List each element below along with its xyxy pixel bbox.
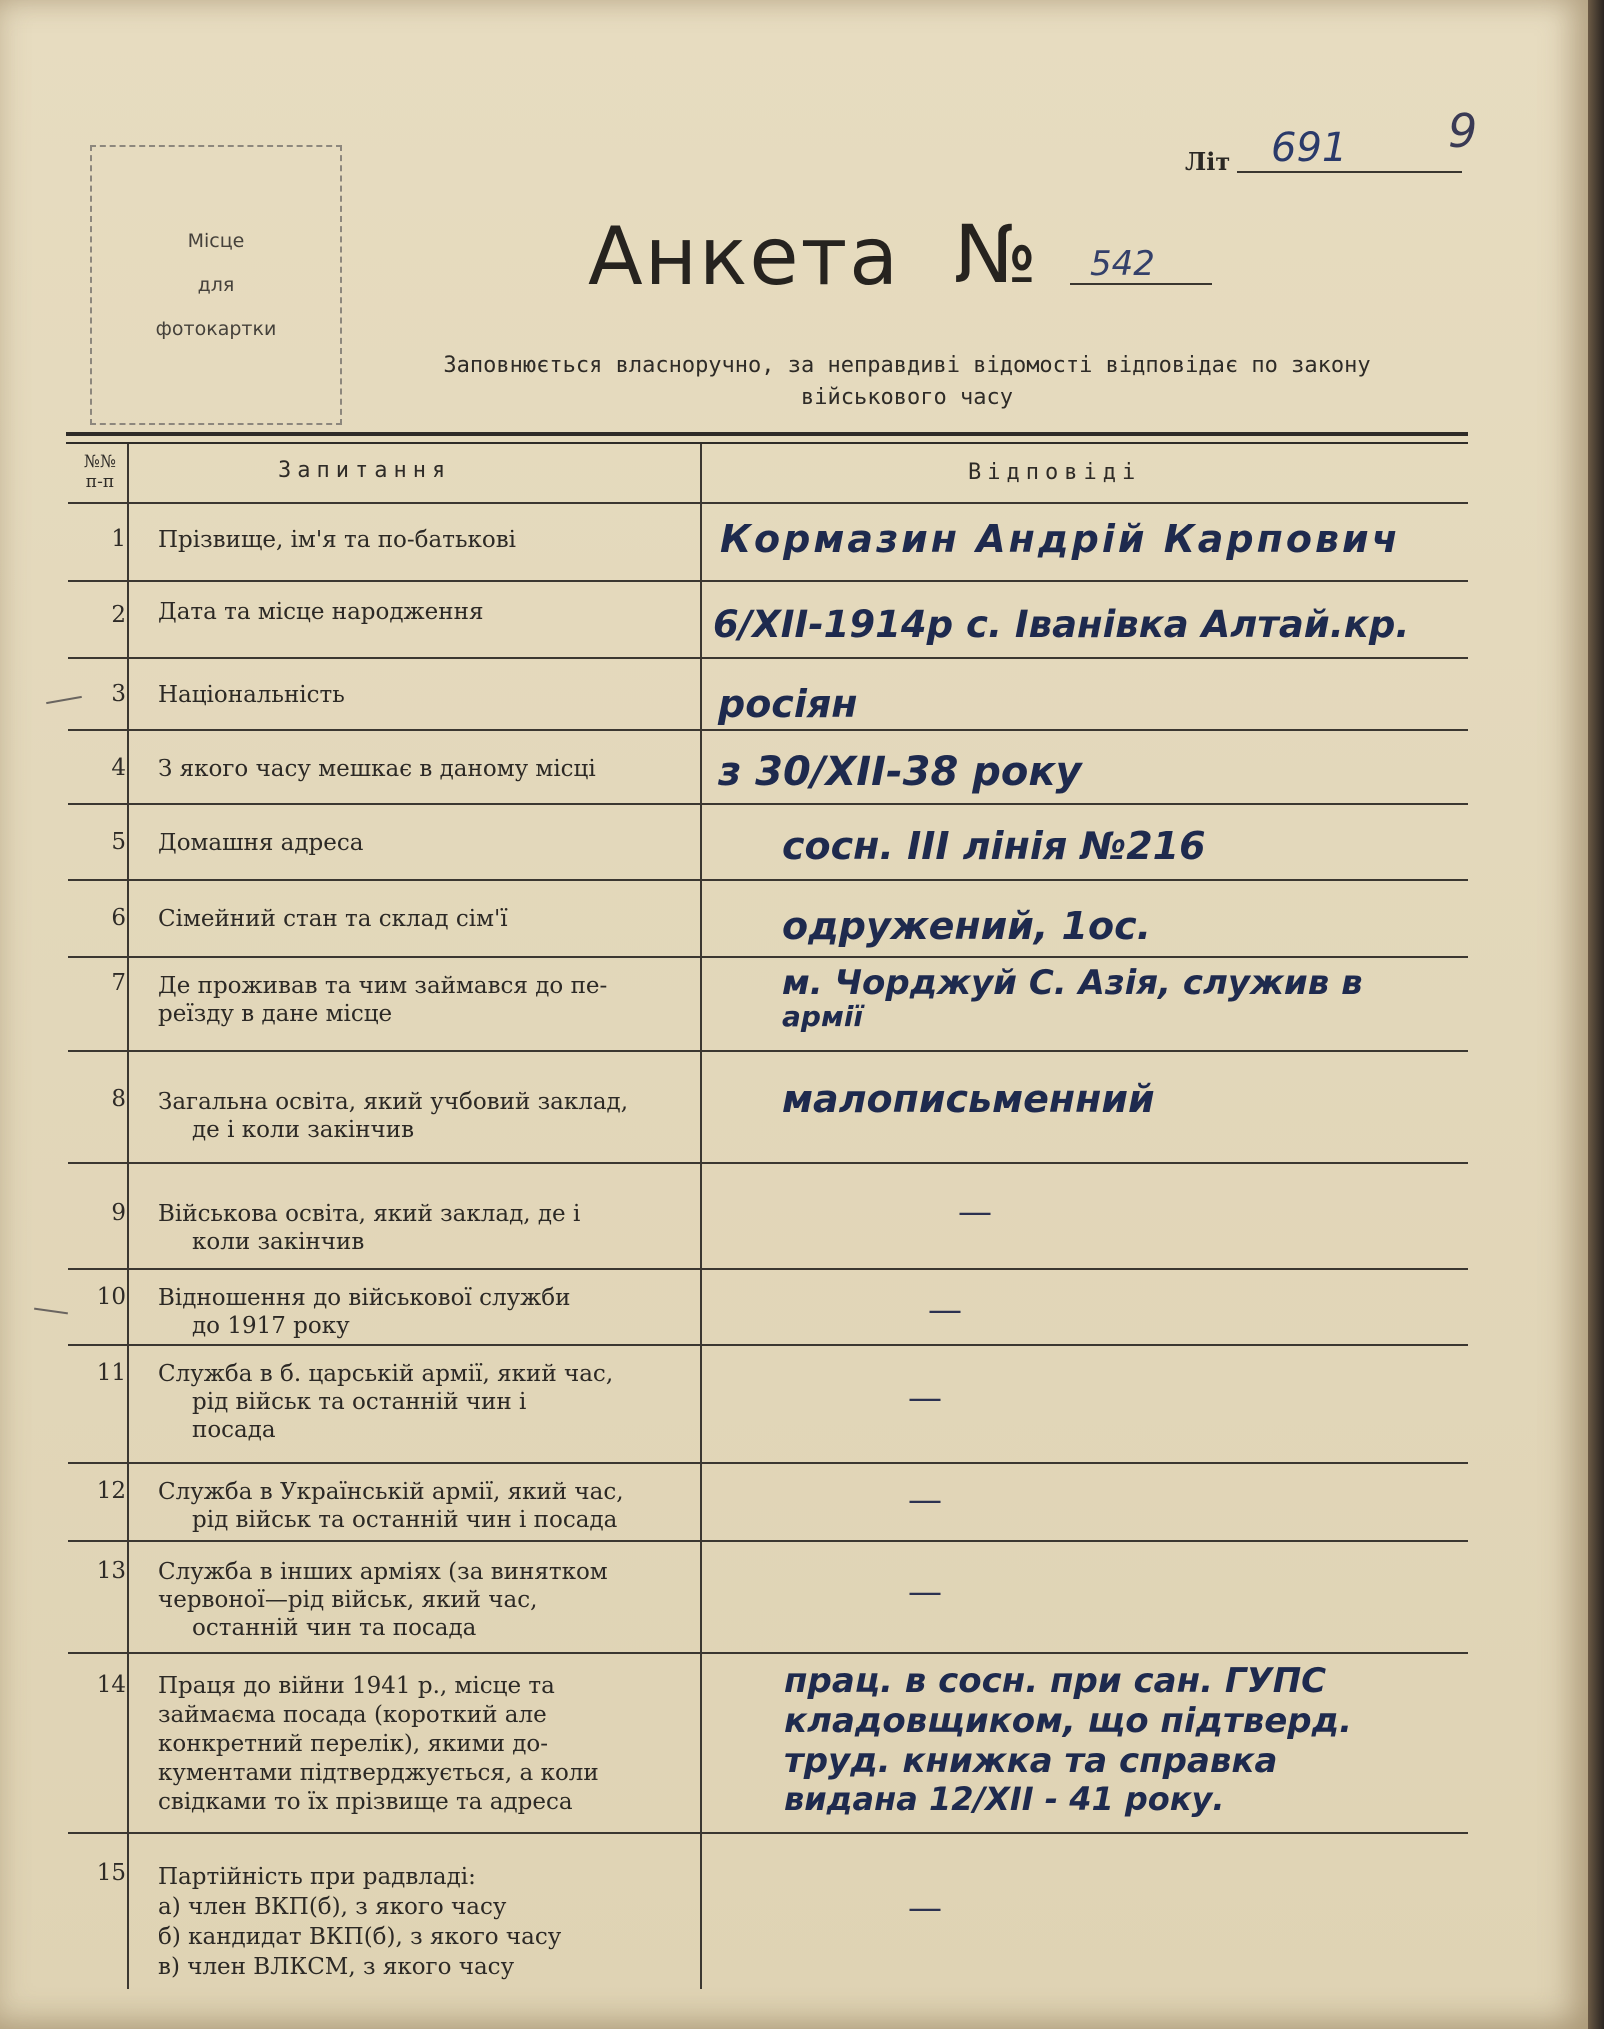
- row-question-line: де і коли закінчив: [192, 1117, 415, 1143]
- row-question-line: в) член ВЛКСМ, з якого часу: [158, 1954, 515, 1980]
- instructions-line-2: військового часу: [801, 385, 1013, 410]
- row-question-line: конкретний перелік), якими до-: [158, 1731, 549, 1757]
- row-question: З якого часу мешкає в даному місці: [158, 756, 596, 782]
- row-question-line: коли закінчив: [192, 1229, 365, 1255]
- row-question: Сімейний стан та склад сім'ї: [158, 906, 508, 932]
- row-question-line: Служба в інших арміях (за винятком: [158, 1559, 608, 1585]
- row-number: 15: [96, 1860, 126, 1886]
- row-question-line: рід військ та останній чин і: [192, 1389, 527, 1415]
- photo-label-2: для: [197, 274, 235, 296]
- row-question-line: посада: [192, 1417, 276, 1443]
- lit-field: [1185, 125, 1465, 185]
- table-row: [68, 881, 1468, 958]
- row-question-line: Партійність при радвладі:: [158, 1864, 476, 1890]
- row-question-line: Праця до війни 1941 р., місце та: [158, 1673, 555, 1699]
- row-answer-dash: —: [928, 1290, 962, 1330]
- row-question: [158, 1478, 748, 1534]
- row-number: 1: [111, 526, 126, 552]
- row-question-line: Де проживав та чим займався до пе-: [158, 973, 608, 999]
- row-answer-line: м. Чорджуй С. Азія, служив в: [782, 963, 1363, 1003]
- row-question-line: а) член ВКП(б), з якого часу: [158, 1894, 507, 1920]
- number-sign: №: [954, 208, 1038, 301]
- row-question-line: кументами підтверджується, а коли: [158, 1760, 599, 1786]
- table-row: [68, 958, 1468, 1052]
- row-number: 5: [111, 829, 126, 855]
- form-instructions: [372, 350, 1442, 414]
- row-question: [158, 1088, 748, 1144]
- row-question: [158, 1672, 748, 1817]
- table-row: [68, 1464, 1468, 1542]
- row-question: Дата та місце народження: [158, 599, 484, 625]
- row-answer: росіян: [718, 682, 858, 726]
- row-number: 8: [111, 1086, 126, 1112]
- pencil-tick-mark: [34, 1308, 68, 1315]
- table-row: [68, 1270, 1468, 1346]
- row-question-line: б) кандидат ВКП(б), з якого часу: [158, 1924, 562, 1950]
- row-answer-line: армії: [782, 1000, 864, 1033]
- row-question-line: реїзду в дане місце: [158, 1001, 393, 1027]
- lit-underline: [1237, 171, 1462, 173]
- instructions-line-1: Заповнюється власноручно, за неправдиві відомості відповідає по закону: [443, 353, 1371, 378]
- row-answer: сосн. III лінія №216: [782, 824, 1206, 868]
- table-top-rule: [66, 432, 1468, 436]
- row-question: [158, 1558, 748, 1642]
- lit-value: 691: [1271, 125, 1348, 171]
- row-question-line: Загальна освіта, який учбовий заклад,: [158, 1089, 629, 1115]
- row-answer-dash: —: [908, 1572, 942, 1612]
- row-question: Домашня адреса: [158, 830, 364, 856]
- header-number-line-1: №№: [83, 452, 117, 472]
- corner-page-number: 9: [1448, 104, 1478, 158]
- row-answer-line: кладовщиком, що підтверд.: [784, 1701, 1353, 1741]
- row-question: [158, 1360, 748, 1444]
- page-edge-shadow: [1588, 0, 1604, 2029]
- header-number: [74, 452, 126, 492]
- row-question: [158, 1284, 748, 1340]
- row-question: [158, 1200, 748, 1256]
- row-number: 11: [96, 1360, 126, 1386]
- row-number: 10: [96, 1284, 126, 1310]
- header-answer: Відповіді: [968, 460, 1142, 485]
- table-row: [68, 1052, 1468, 1164]
- row-answer-dash: —: [908, 1378, 942, 1418]
- photo-placeholder: [90, 145, 342, 425]
- table-row: [68, 731, 1468, 805]
- table-row: [68, 1654, 1468, 1834]
- row-question-line: свідками то їх прізвище та адреса: [158, 1789, 573, 1815]
- row-number: 4: [111, 755, 126, 781]
- header-number-line-2: п-п: [85, 472, 115, 492]
- table-row: [68, 582, 1468, 659]
- row-question-line: до 1917 року: [192, 1313, 350, 1339]
- row-question: [158, 1862, 748, 1982]
- row-answer-dash: —: [958, 1192, 992, 1232]
- row-question-line: червоної—рід військ, який час,: [158, 1587, 538, 1613]
- row-number: 3: [111, 681, 126, 707]
- row-number: 12: [96, 1478, 126, 1504]
- table-row: [68, 504, 1468, 582]
- row-question-line: Служба в б. царській армії, який час,: [158, 1361, 614, 1387]
- row-answer-dash: —: [908, 1480, 942, 1520]
- row-question-line: Відношення до військової служби: [158, 1285, 571, 1311]
- form-number: 542: [1090, 244, 1155, 284]
- row-number: 6: [111, 905, 126, 931]
- photo-label-3: фотокартки: [155, 318, 277, 340]
- row-answer: малописьменний: [782, 1077, 1155, 1121]
- header-question: Запитання: [278, 458, 452, 483]
- row-question-line: займаєма посада (короткий але: [158, 1702, 547, 1728]
- table-row: [68, 659, 1468, 731]
- row-question-line: останній чин та посада: [192, 1615, 477, 1641]
- row-question-line: рід військ та останній чин і посада: [192, 1507, 618, 1533]
- row-answer-dash: —: [908, 1888, 942, 1928]
- table-row: [68, 1542, 1468, 1654]
- row-answer: 6/XII-1914р с. Іванівка Алтай.кр.: [713, 603, 1410, 646]
- row-number: 7: [111, 970, 126, 996]
- row-answer-line: труд. книжка та справка: [784, 1741, 1278, 1781]
- table-row: [68, 1346, 1468, 1464]
- row-answer: Кормазин Андрій Карпович: [720, 517, 1401, 561]
- row-question: [158, 972, 748, 1028]
- table-row: [68, 1834, 1468, 1994]
- row-answer-line: видана 12/XII - 41 року.: [784, 1780, 1225, 1818]
- form-title: Анкета: [588, 210, 901, 303]
- lit-label: Літ: [1185, 147, 1231, 176]
- row-question: Прізвище, ім'я та по-батькові: [158, 527, 516, 553]
- row-number: 9: [111, 1200, 126, 1226]
- table-row: [68, 1164, 1468, 1270]
- row-answer: з 30/XII-38 року: [718, 749, 1082, 795]
- table-header-row: [68, 444, 1468, 504]
- table-row: [68, 805, 1468, 881]
- row-number: 14: [96, 1672, 126, 1698]
- row-number: 2: [111, 602, 126, 628]
- row-question: Національність: [158, 682, 345, 708]
- row-number: 13: [96, 1558, 126, 1584]
- photo-label-1: Місце: [187, 230, 245, 252]
- row-question-line: Військова освіта, який заклад, де і: [158, 1201, 581, 1227]
- row-answer-line: прац. в сосн. при сан. ГУПС: [784, 1661, 1327, 1701]
- row-answer: одружений, 1ос.: [782, 904, 1152, 948]
- row-question-line: Служба в Українській армії, який час,: [158, 1479, 624, 1505]
